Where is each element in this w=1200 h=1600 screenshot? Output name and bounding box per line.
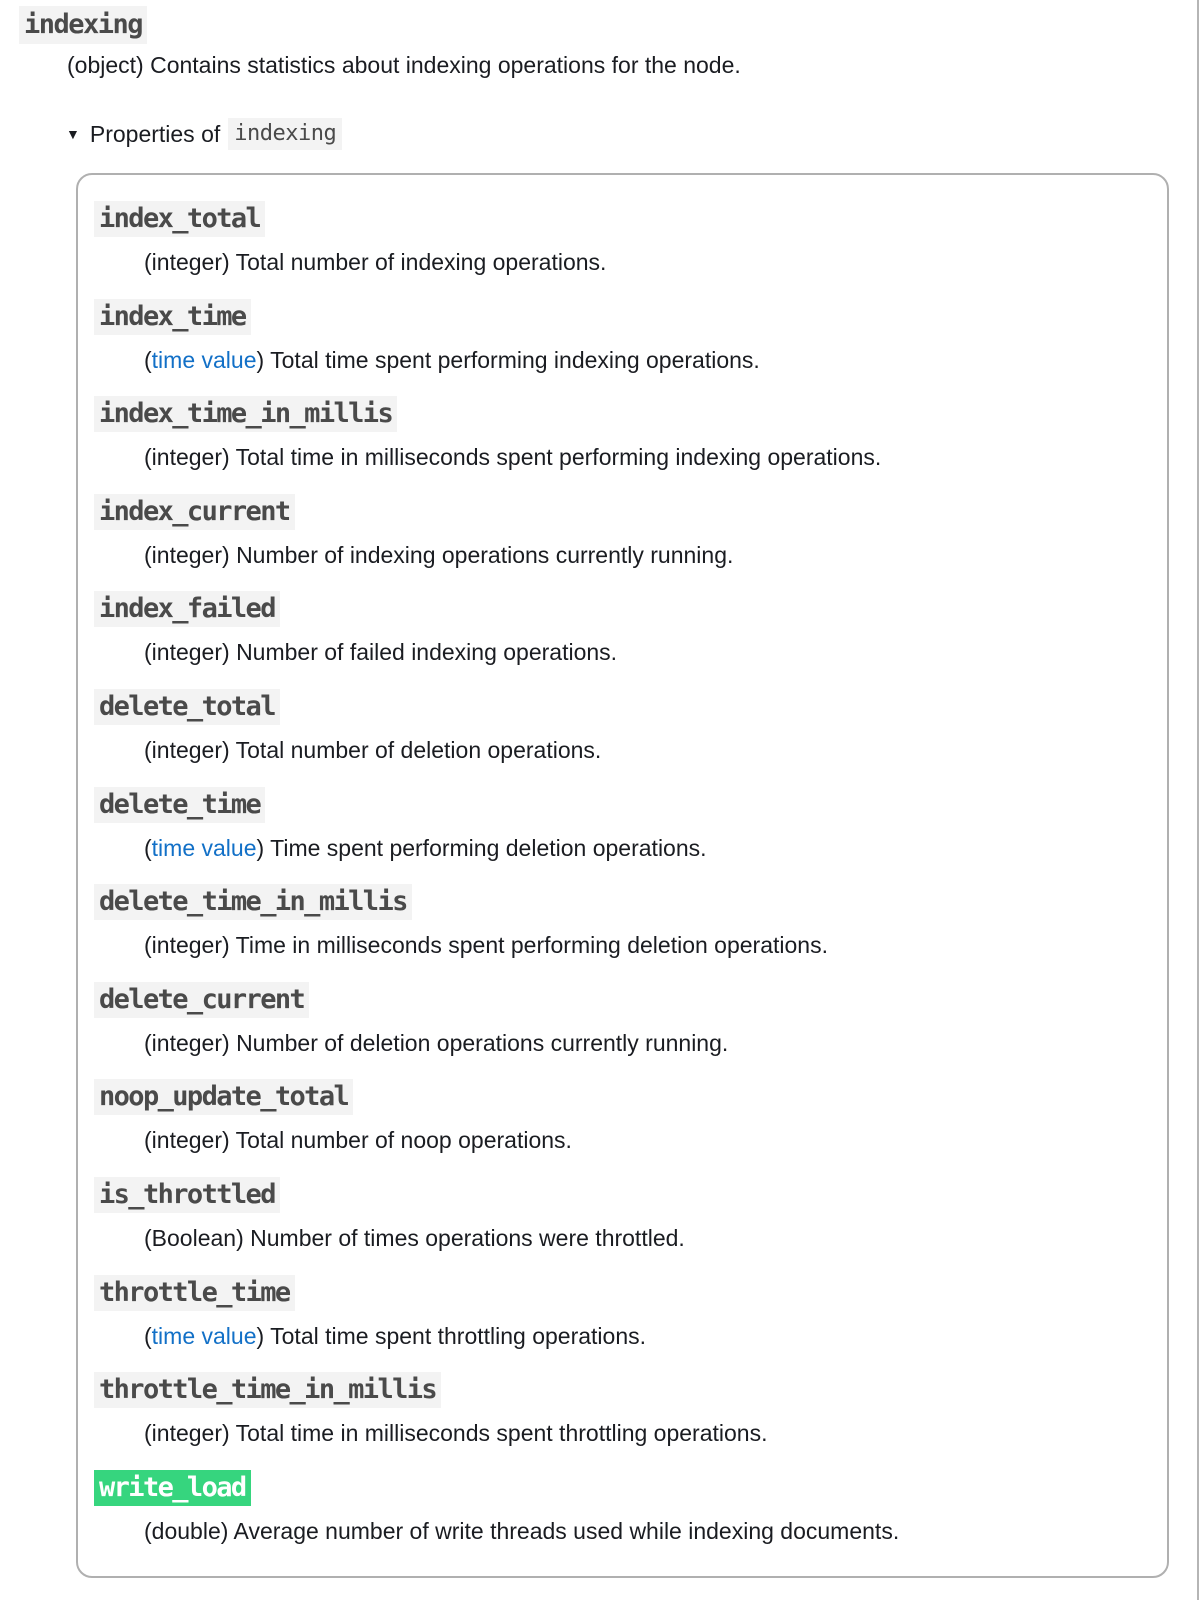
paren-close: ) bbox=[222, 542, 237, 568]
paren-close: ) bbox=[220, 1518, 234, 1544]
property-description bbox=[144, 637, 617, 667]
property-item bbox=[94, 787, 707, 861]
property-name: throttle_time bbox=[94, 1275, 295, 1311]
property-type: double bbox=[151, 1518, 221, 1544]
property-name: delete_time_in_millis bbox=[94, 884, 412, 920]
property-description-text: Number of deletion operations currently running. bbox=[236, 1030, 729, 1056]
type-link[interactable]: time value bbox=[151, 835, 257, 861]
property-description bbox=[144, 1028, 728, 1058]
property-type: integer bbox=[151, 444, 222, 470]
property-description bbox=[144, 930, 828, 960]
property-item bbox=[94, 1177, 685, 1251]
property-item bbox=[94, 1372, 768, 1446]
property-description bbox=[144, 442, 881, 472]
property-description bbox=[144, 1418, 767, 1448]
property-description bbox=[144, 345, 760, 375]
property-description bbox=[144, 1321, 646, 1351]
type-link[interactable]: time value bbox=[151, 1323, 257, 1349]
paren-open: ( bbox=[144, 1420, 152, 1446]
paren-open: ( bbox=[144, 1323, 152, 1349]
property-type: integer bbox=[151, 1030, 222, 1056]
paren-open: ( bbox=[144, 1518, 152, 1544]
paren-close: ) bbox=[256, 1323, 271, 1349]
property-description-text: Number of indexing operations currently running. bbox=[236, 542, 734, 568]
paren-open: ( bbox=[144, 639, 152, 665]
property-type: integer bbox=[151, 542, 222, 568]
property-item bbox=[94, 982, 729, 1056]
paren-close: ) bbox=[222, 249, 236, 275]
property-item bbox=[94, 201, 607, 275]
paren-open: ( bbox=[144, 1030, 152, 1056]
property-description-text: Total time in milliseconds spent throttling operations. bbox=[235, 1420, 768, 1446]
paren-close: ) bbox=[222, 444, 236, 470]
property-description-text: Number of times operations were throttled. bbox=[250, 1225, 685, 1251]
property-name: index_total bbox=[94, 201, 265, 237]
property-name: noop_update_total bbox=[94, 1079, 353, 1115]
paren-open: ( bbox=[144, 932, 152, 958]
triangle-down-icon: ▼ bbox=[66, 126, 80, 142]
property-type: integer bbox=[151, 249, 222, 275]
paren-close: ) bbox=[222, 932, 236, 958]
property-description-text: Total time spent throttling operations. bbox=[270, 1323, 647, 1349]
property-name: is_throttled bbox=[94, 1177, 280, 1213]
paren-close: ) bbox=[222, 1420, 236, 1446]
property-description-text: Total number of indexing operations. bbox=[235, 249, 607, 275]
paren-close: ) bbox=[256, 835, 271, 861]
property-name: delete_current bbox=[94, 982, 309, 1018]
paren-close: ) bbox=[222, 1030, 237, 1056]
property-type: Boolean bbox=[151, 1225, 237, 1251]
property-description bbox=[144, 1516, 899, 1546]
paren-open: ( bbox=[144, 347, 152, 373]
property-description-text: Total time spent performing indexing operations. bbox=[270, 347, 760, 373]
property-item bbox=[94, 1470, 900, 1544]
property-type: integer bbox=[151, 932, 222, 958]
paren-open: ( bbox=[144, 1127, 152, 1153]
paren-open: ( bbox=[144, 1225, 152, 1251]
property-description-text: Total number of noop operations. bbox=[235, 1127, 572, 1153]
property-description-text: Number of failed indexing operations. bbox=[236, 639, 618, 665]
property-description bbox=[144, 247, 606, 277]
property-item bbox=[94, 591, 618, 665]
properties-toggle-code: indexing bbox=[228, 118, 342, 150]
property-name: delete_time bbox=[94, 787, 265, 823]
property-description bbox=[144, 833, 707, 863]
property-description-text: Time spent performing deletion operations. bbox=[270, 835, 707, 861]
paren-open: ( bbox=[144, 444, 152, 470]
property-name: index_time_in_millis bbox=[94, 396, 397, 432]
property-name: index_current bbox=[94, 494, 295, 530]
property-description-text: Total number of deletion operations. bbox=[235, 737, 602, 763]
paren-open: ( bbox=[144, 249, 152, 275]
property-type: integer bbox=[151, 639, 222, 665]
property-item bbox=[94, 689, 602, 763]
property-type: integer bbox=[151, 737, 222, 763]
property-item bbox=[94, 1275, 647, 1349]
property-name: index_time bbox=[94, 299, 251, 335]
paren-close: ) bbox=[256, 347, 271, 373]
property-item bbox=[94, 494, 734, 568]
property-type: integer bbox=[151, 1420, 222, 1446]
property-description bbox=[144, 540, 733, 570]
section-name: indexing bbox=[19, 6, 147, 44]
paren-close: ) bbox=[222, 1127, 236, 1153]
property-item bbox=[94, 396, 882, 470]
properties-box bbox=[76, 173, 1169, 1578]
property-item bbox=[94, 884, 828, 958]
property-name: throttle_time_in_millis bbox=[94, 1372, 441, 1408]
property-description-text: Average number of write threads used while indexing documents. bbox=[233, 1518, 900, 1544]
paren-open: ( bbox=[144, 542, 152, 568]
page-right-border bbox=[1197, 0, 1199, 1600]
property-type: integer bbox=[151, 1127, 222, 1153]
section-description: (object) Contains statistics about indexing operations for the node. bbox=[67, 52, 741, 78]
property-description bbox=[144, 735, 601, 765]
property-description-text: Total time in milliseconds spent performing indexing operations. bbox=[235, 444, 882, 470]
property-name: index_failed bbox=[94, 591, 280, 627]
paren-close: ) bbox=[236, 1225, 251, 1251]
type-link[interactable]: time value bbox=[151, 347, 257, 373]
property-name: write_load bbox=[94, 1470, 251, 1506]
paren-close: ) bbox=[222, 737, 236, 763]
paren-close: ) bbox=[222, 639, 237, 665]
property-description bbox=[144, 1125, 572, 1155]
property-description-text: Time in milliseconds spent performing deletion operations. bbox=[235, 932, 828, 958]
property-name: delete_total bbox=[94, 689, 280, 725]
properties-toggle[interactable] bbox=[66, 117, 342, 150]
property-item bbox=[94, 299, 760, 373]
properties-toggle-label: Properties of bbox=[89, 120, 221, 147]
paren-open: ( bbox=[144, 835, 152, 861]
property-description bbox=[144, 1223, 685, 1253]
property-item bbox=[94, 1079, 572, 1153]
paren-open: ( bbox=[144, 737, 152, 763]
